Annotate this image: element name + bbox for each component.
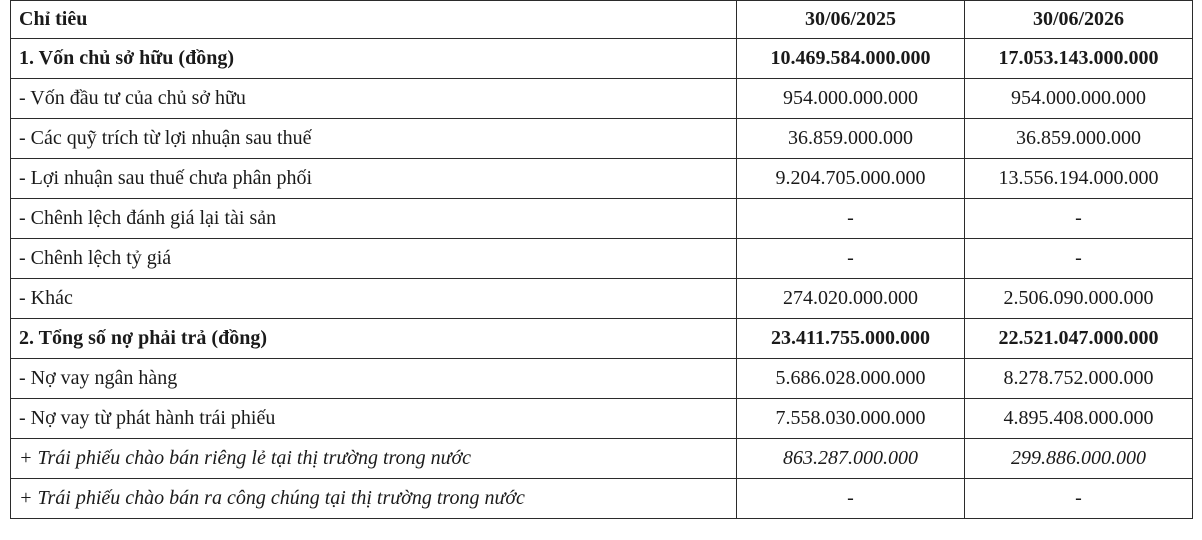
value-2026: 36.859.000.000 bbox=[965, 119, 1193, 159]
row-label: - Nợ vay ngân hàng bbox=[11, 359, 737, 399]
row-label: - Chênh lệch tỷ giá bbox=[11, 239, 737, 279]
value-2026: 17.053.143.000.000 bbox=[965, 39, 1193, 79]
value-2026: - bbox=[965, 199, 1193, 239]
table-row bbox=[11, 359, 1193, 399]
financial-indicators-table bbox=[10, 0, 1193, 519]
table-header-row bbox=[11, 1, 1193, 39]
table-row bbox=[11, 119, 1193, 159]
table-body bbox=[11, 39, 1193, 519]
value-2025: - bbox=[737, 239, 965, 279]
value-2026: 22.521.047.000.000 bbox=[965, 319, 1193, 359]
value-2026: 4.895.408.000.000 bbox=[965, 399, 1193, 439]
header-date-2025: 30/06/2025 bbox=[737, 1, 965, 39]
table-row bbox=[11, 479, 1193, 519]
value-2025: 863.287.000.000 bbox=[737, 439, 965, 479]
row-label: 1. Vốn chủ sở hữu (đồng) bbox=[11, 39, 737, 79]
header-date-2026: 30/06/2026 bbox=[965, 1, 1193, 39]
row-label: - Khác bbox=[11, 279, 737, 319]
row-label: + Trái phiếu chào bán riêng lẻ tại thị trường trong nước bbox=[11, 439, 737, 479]
value-2026: 13.556.194.000.000 bbox=[965, 159, 1193, 199]
value-2025: 5.686.028.000.000 bbox=[737, 359, 965, 399]
value-2025: 9.204.705.000.000 bbox=[737, 159, 965, 199]
value-2025: - bbox=[737, 479, 965, 519]
row-label: - Vốn đầu tư của chủ sở hữu bbox=[11, 79, 737, 119]
row-label: - Các quỹ trích từ lợi nhuận sau thuế bbox=[11, 119, 737, 159]
value-2025: 274.020.000.000 bbox=[737, 279, 965, 319]
row-label: - Chênh lệch đánh giá lại tài sản bbox=[11, 199, 737, 239]
value-2025: 954.000.000.000 bbox=[737, 79, 965, 119]
row-label: - Nợ vay từ phát hành trái phiếu bbox=[11, 399, 737, 439]
value-2025: - bbox=[737, 199, 965, 239]
table-row bbox=[11, 239, 1193, 279]
row-label: + Trái phiếu chào bán ra công chúng tại thị trường trong nước bbox=[11, 479, 737, 519]
value-2026: - bbox=[965, 479, 1193, 519]
table-row bbox=[11, 79, 1193, 119]
value-2025: 10.469.584.000.000 bbox=[737, 39, 965, 79]
value-2025: 7.558.030.000.000 bbox=[737, 399, 965, 439]
value-2026: 8.278.752.000.000 bbox=[965, 359, 1193, 399]
value-2025: 36.859.000.000 bbox=[737, 119, 965, 159]
row-label: 2. Tổng số nợ phải trả (đồng) bbox=[11, 319, 737, 359]
table-row bbox=[11, 319, 1193, 359]
value-2026: 954.000.000.000 bbox=[965, 79, 1193, 119]
header-indicator: Chỉ tiêu bbox=[11, 1, 737, 39]
table-row bbox=[11, 39, 1193, 79]
table-row bbox=[11, 439, 1193, 479]
value-2025: 23.411.755.000.000 bbox=[737, 319, 965, 359]
table-row bbox=[11, 159, 1193, 199]
table-row bbox=[11, 279, 1193, 319]
value-2026: 2.506.090.000.000 bbox=[965, 279, 1193, 319]
value-2026: - bbox=[965, 239, 1193, 279]
row-label: - Lợi nhuận sau thuế chưa phân phối bbox=[11, 159, 737, 199]
table-row bbox=[11, 399, 1193, 439]
table-row bbox=[11, 199, 1193, 239]
value-2026: 299.886.000.000 bbox=[965, 439, 1193, 479]
financial-table-sheet bbox=[10, 0, 1192, 540]
